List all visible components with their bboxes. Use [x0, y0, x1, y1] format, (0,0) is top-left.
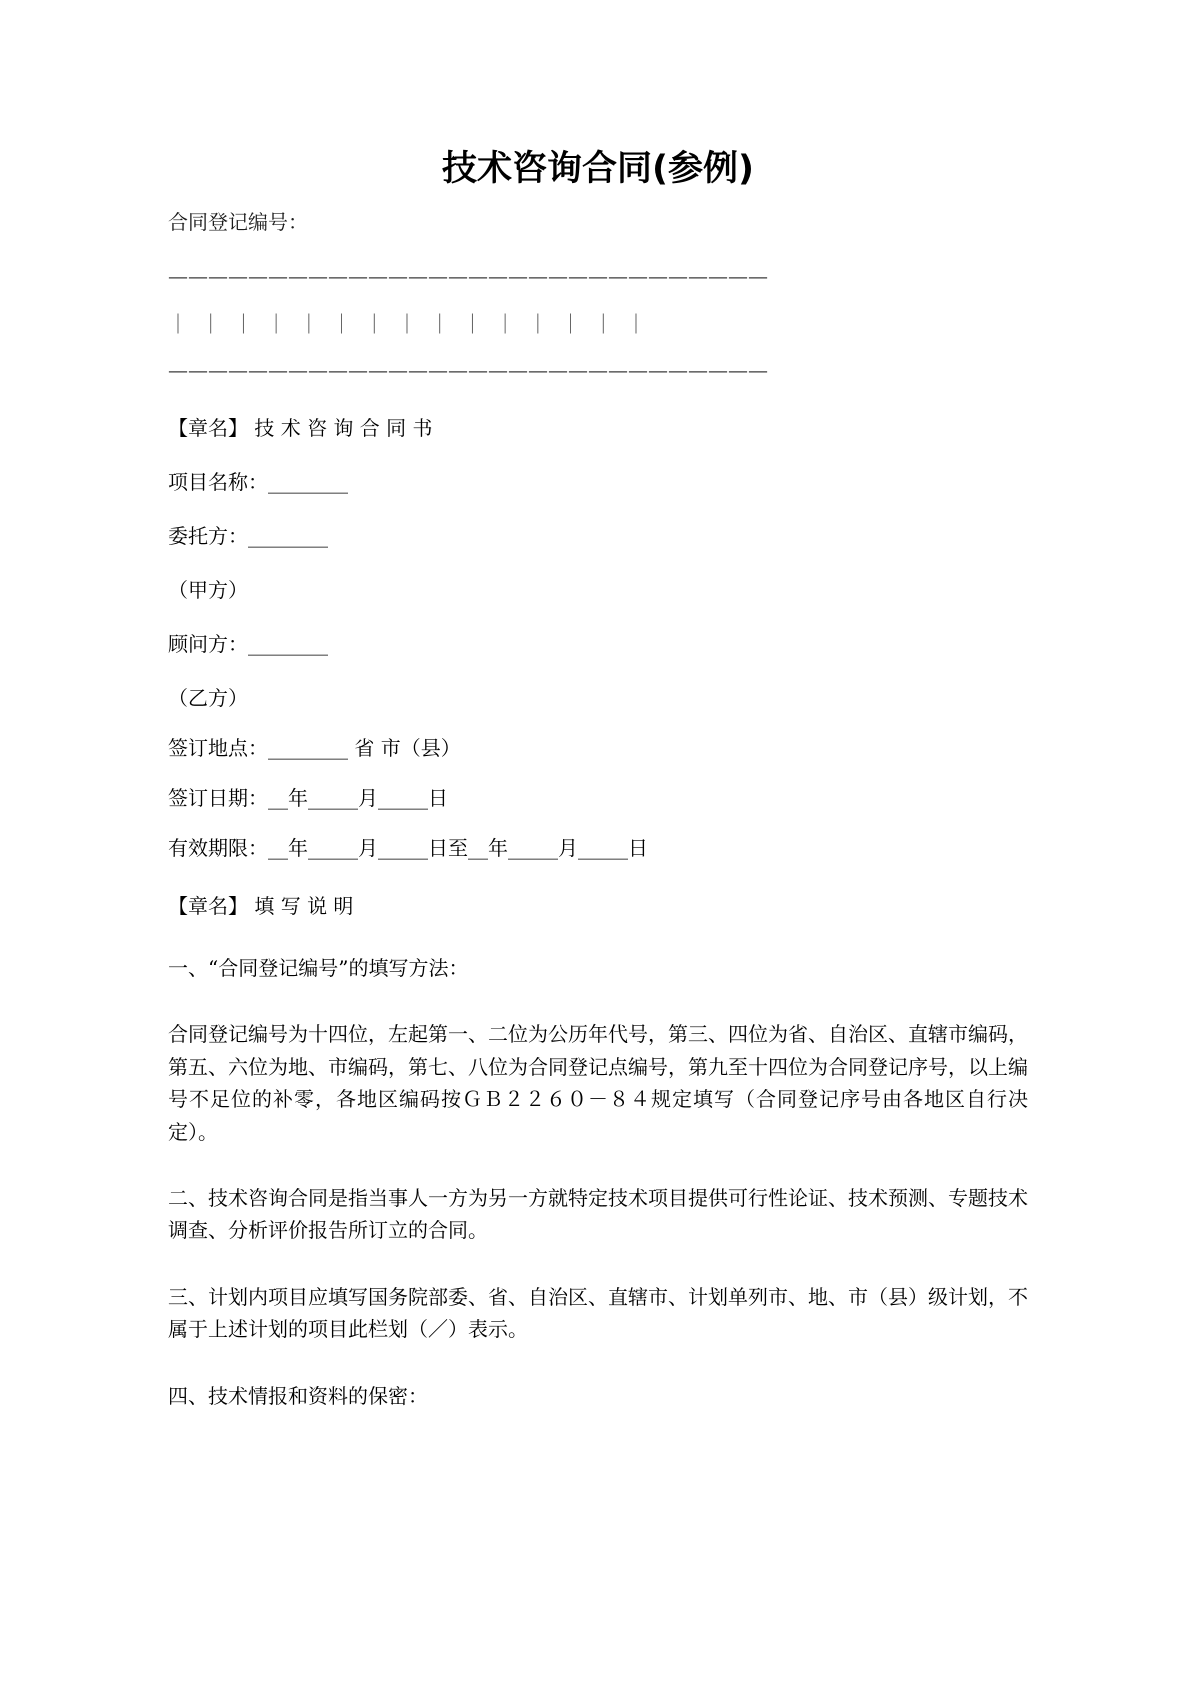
section-heading-contract-book: 【章名】 技 术 咨 询 合 同 书 — [168, 416, 433, 440]
field-project-name-label: 项目名称： — [168, 470, 268, 494]
field-consultant — [168, 634, 1028, 654]
section-heading-instructions: 【章名】 填 写 说 明 — [168, 894, 354, 918]
field-consultant-blank[interactable]: ________ — [248, 632, 328, 656]
registration-box-bottom-rule: —————————————————————————————— — [168, 358, 768, 382]
document-content — [168, 0, 1028, 1412]
instruction-item-1-body: 合同登记编号为十四位，左起第一、二位为公历年代号，第三、四位为省、自治区、直辖市编码，第五、六位为地、市编码，第七、八位为合同登记点编号，第九至十四位为合同登记序号，以上编号不足位的补零，各地区编码按ＧＢ２２６０－８４规定填写（合同登记序号由各地区自行决定）。 — [168, 1022, 1028, 1144]
page-title: 技术咨询合同(参例) — [442, 149, 754, 189]
field-party-a-note: （甲方） — [168, 578, 248, 602]
field-signing-place[interactable]: 签订地点：________ 省 市（县） — [168, 736, 461, 760]
instruction-item-1: 一、“合同登记编号”的填写方法： — [168, 956, 469, 980]
field-valid-period[interactable]: 有效期限：__年_____月_____日至__年_____月_____日 — [168, 836, 648, 860]
field-consultant-label: 顾问方： — [168, 632, 248, 656]
registration-box-top-rule: —————————————————————————————— — [168, 264, 768, 288]
field-client-label: 委托方： — [168, 524, 248, 548]
instruction-item-2: 二、技术咨询合同是指当事人一方为另一方就特定技术项目提供可行性论证、技术预测、专题技术调查、分析评价报告所订立的合同。 — [168, 1185, 1028, 1243]
field-party-b-note: （乙方） — [168, 686, 248, 710]
field-signing-date[interactable]: 签订日期：__年_____月_____日 — [168, 786, 448, 810]
field-client-blank[interactable]: ________ — [248, 524, 328, 548]
instruction-item-3: 三、计划内项目应填写国务院部委、省、自治区、直辖市、计划单列市、地、市（县）级计划，不属于上述计划的项目此栏划（／）表示。 — [168, 1284, 1028, 1342]
registration-number-label: 合同登记编号： — [168, 210, 308, 234]
registration-box-cells: ｜ ｜ ｜ ｜ ｜ ｜ ｜ ｜ ｜ ｜ ｜ ｜ ｜ ｜ ｜ — [168, 312, 647, 336]
field-project-name — [168, 472, 1028, 492]
instruction-item-4: 四、技术情报和资料的保密： — [168, 1383, 428, 1408]
field-client — [168, 526, 1028, 546]
field-project-name-blank[interactable]: ________ — [268, 470, 348, 494]
